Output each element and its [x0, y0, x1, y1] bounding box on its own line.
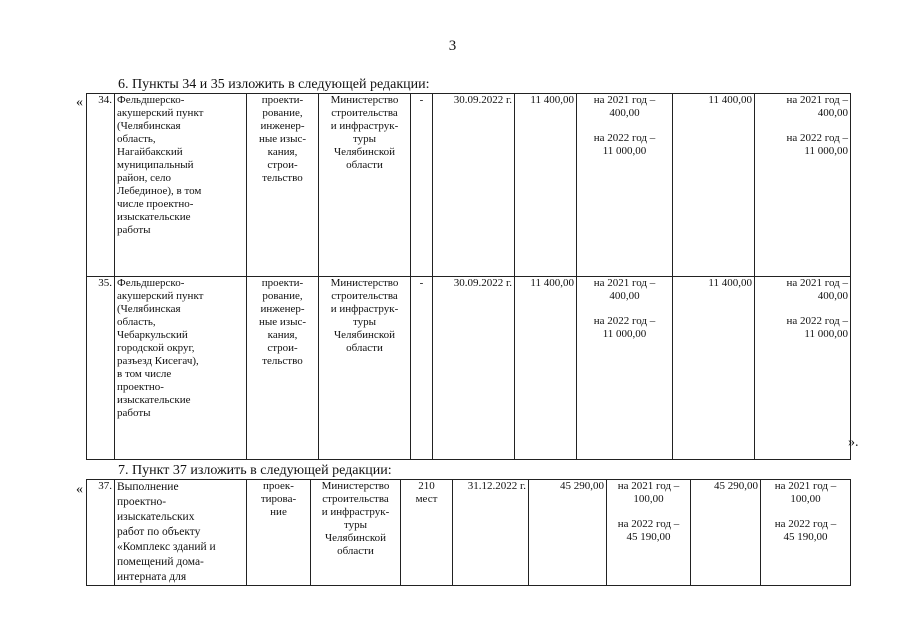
cost: 11 400,00 [515, 94, 577, 277]
agency: Министерство строительства и инфраструк- туры Челябинской области [311, 480, 401, 586]
cost-by-year [577, 94, 673, 277]
table-section-6 [86, 93, 851, 460]
section-6-heading: 6. Пункты 34 и 35 изложить в следующей редакции: [118, 77, 430, 92]
year-2022-amount: на 2022 год – 11 000,00 [593, 132, 656, 157]
page-number: 3 [448, 38, 457, 54]
capacity: 210 мест [401, 480, 453, 586]
year-2021-amount: на 2021 год – 400,00 [786, 277, 848, 302]
table-section-7 [86, 479, 851, 586]
table-row [87, 480, 851, 586]
row-number: 34. [87, 94, 115, 277]
cost: 11 400,00 [515, 277, 577, 460]
deadline: 30.09.2022 г. [433, 277, 515, 460]
row-number: 35. [87, 277, 115, 460]
section-7-heading: 7. Пункт 37 изложить в следующей редакции: [118, 463, 392, 478]
funding-by-year [755, 277, 851, 460]
open-quote-section-6: « [76, 95, 83, 110]
cost-by-year [577, 277, 673, 460]
work-type: проекти- рование, инженер- ные изыс- кания, строи- тельство [247, 94, 319, 277]
row-number: 37. [87, 480, 115, 586]
funding-total: 45 290,00 [691, 480, 761, 586]
agency: Министерство строительства и инфраструк- туры Челябинской области [319, 94, 411, 277]
year-2021-amount: на 2021 год – 400,00 [593, 277, 656, 302]
table-row [87, 277, 851, 460]
object-name: Выполнение проектно- изыскательских работ по объекту «Комплекс зданий и помещений дома- интерната для [115, 480, 247, 586]
deadline: 30.09.2022 г. [433, 94, 515, 277]
year-2022-amount: на 2022 год – 11 000,00 [786, 315, 848, 340]
capacity: - [411, 94, 433, 277]
work-type: проекти- рование, инженер- ные изыс- кания, строи- тельство [247, 277, 319, 460]
cost: 45 290,00 [529, 480, 607, 586]
year-2022-amount: на 2022 год – 45 190,00 [774, 518, 837, 543]
funding-by-year [761, 480, 851, 586]
object-name: Фельдшерско- акушерский пункт (Челябинская область, Чебаркульский городской округ, разъезд Кисегач), в том числе проектно- изыскательские работы [115, 277, 247, 460]
year-2021-amount: на 2021 год – 400,00 [786, 94, 848, 119]
year-2021-amount: на 2021 год – 400,00 [593, 94, 656, 119]
open-quote-section-7: « [76, 482, 83, 497]
year-2021-amount: на 2021 год – 100,00 [774, 480, 837, 505]
object-name: Фельдшерско- акушерский пункт (Челябинская область, Нагайбакский муниципальный район, село Лебединое), в том числе проектно- изыскательские работы [115, 94, 247, 277]
work-type: проек- тирова- ние [247, 480, 311, 586]
funding-total: 11 400,00 [673, 277, 755, 460]
funding-total: 11 400,00 [673, 94, 755, 277]
cost-by-year [607, 480, 691, 586]
agency: Министерство строительства и инфраструк- туры Челябинской области [319, 277, 411, 460]
close-quote-section-6: ». [848, 435, 859, 450]
capacity: - [411, 277, 433, 460]
year-2022-amount: на 2022 год – 45 190,00 [617, 518, 680, 543]
funding-by-year [755, 94, 851, 277]
deadline: 31.12.2022 г. [453, 480, 529, 586]
year-2022-amount: на 2022 год – 11 000,00 [786, 132, 848, 157]
table-row [87, 94, 851, 277]
year-2021-amount: на 2021 год – 100,00 [617, 480, 680, 505]
year-2022-amount: на 2022 год – 11 000,00 [593, 315, 656, 340]
